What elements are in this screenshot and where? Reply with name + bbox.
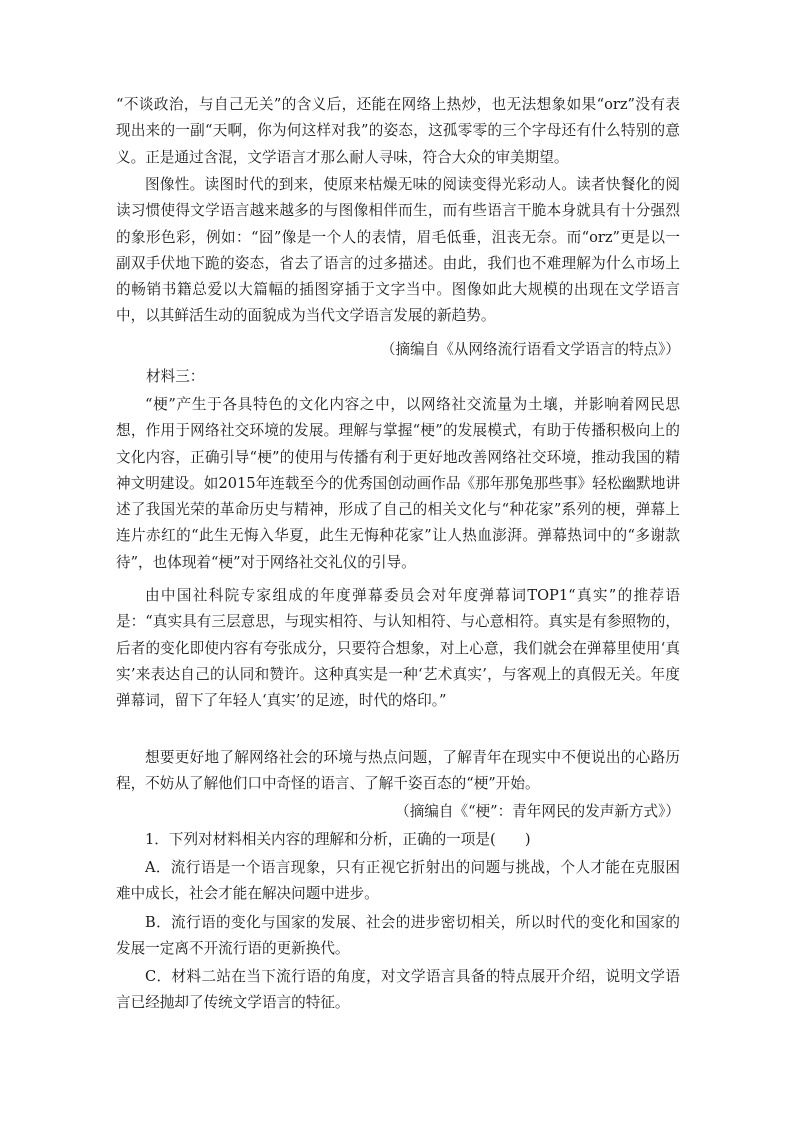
paragraph-geng-culture: “梗”产生于各具特色的文化内容之中，以网络社交流量为土壤，并影响着网民思想，作用于网络社交环境的发展。理解与掌握“梗”的发展模式，有助于传播积极向上的文化内容，正确引导“梗”的使用与传播有利于更好地改善网络社交环境，推动我国的精神文明建设。如2015年连载至今的优秀国创动画作品《那年那兔那些事》轻松幽默地讲述了我国光荣的革命历史与精神，形成了自己的相关文化与“种花家”系列的梗，弹幕上连片赤红的“此生无悔入华夏，此生无悔种花家”让人热血澎湃。弹幕热词中的“多谢款待”，也体现着“梗”对于网络社交礼仪的引导。 bbox=[116, 396, 680, 571]
question-1-option-a: A．流行语是一个语言现象，只有正视它折射出的问题与挑战，个人才能在克服困难中成长，社会才能在解决问题中进步。 bbox=[116, 859, 680, 903]
material3-label: 材料三： bbox=[146, 368, 205, 385]
source-citation-material3: （摘编自《“梗”：青年网民的发声新方式》） bbox=[395, 803, 680, 820]
paragraph-danmaku-word: 由中国社科院专家组成的年度弹幕委员会对年度弹幕词TOP1“真实”的推荐语是：“真实具有三层意思，与现实相符、与认知相符、与心意相符。真实是有参照物的，后者的变化即使内容有夸张成分，只要符合想象，对上心意，我们就会在弹幕里使用‘真实’来表达自己的认同和赞许。这种真实是一种‘艺术真实’，与客观上的真假无关。年度弹幕词，留下了年轻人‘真实’的足迹，时代的烙印。” bbox=[116, 587, 680, 710]
source-citation-material2: （摘编自《从网络流行语看文学语言的特点》） bbox=[380, 341, 680, 358]
question-1-option-b: B．流行语的变化与国家的发展、社会的进步密切相关，所以时代的变化和国家的发展一定离不开流行语的更新换代。 bbox=[116, 914, 680, 958]
paragraph-understand-youth: 想要更好地了解网络社会的环境与热点问题，了解青年在现实中不便说出的心路历程，不妨从了解他们口中奇怪的语言、了解千姿百态的“梗”开始。 bbox=[116, 749, 680, 793]
paragraph-orz-continuation: “不谈政治，与自己无关”的含义后，还能在网络上热炒，也无法想象如果“orz”没有表现出来的一副“天啊，你为何这样对我”的姿态，这孤零零的三个字母还有什么特别的意义。正是通过含混，文学语言才那么耐人寻味，符合大众的审美期望。 bbox=[116, 96, 680, 166]
question-1-option-c: C．材料二站在当下流行语的角度，对文学语言具备的特点展开介绍，说明文学语言已经抛却了传统文学语言的特征。 bbox=[116, 968, 680, 1012]
paragraph-image-feature: 图像性。读图时代的到来，使原来枯燥无味的阅读变得光彩动人。读者快餐化的阅读习惯使得文学语言越来越多的与图像相伴而生，而有些语言干脆本身就具有十分强烈的象形色彩，例如：“囧”像是一个人的表情，眉毛低垂，沮丧无奈。而“orz”更是以一副双手伏地下跪的姿态，省去了语言的过多描述。由此，我们也不难理解为什么市场上的畅销书籍总爱以大篇幅的插图穿插于文字当中。图像如此大规模的出现在文学语言中，以其鲜活生动的面貌成为当代文学语言发展的新趋势。 bbox=[116, 176, 680, 325]
question-1-stem: 1．下列对材料相关内容的理解和分析，正确的一项是( ) bbox=[145, 831, 531, 848]
